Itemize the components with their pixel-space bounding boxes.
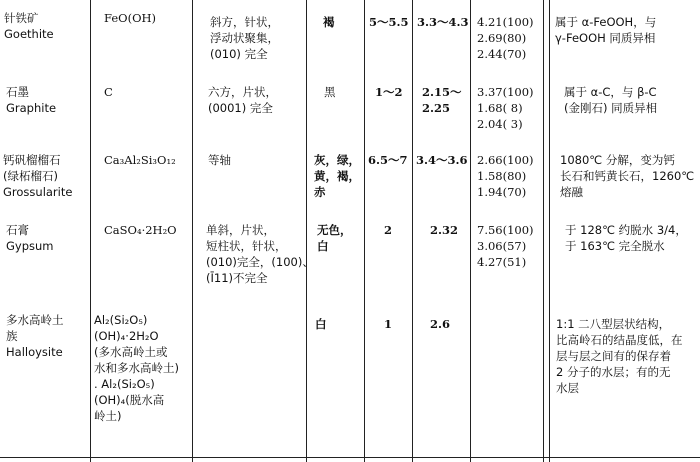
table-cell-notes: 1:1 二八型层状结构， 比高岭石的结晶度低，在 层与层之间有的保存着 2 分子的水层；有的无 水层 <box>556 317 683 395</box>
table-cell-crystal: 六方，片状， (0001) 完全 <box>208 85 277 115</box>
table-cell-density: 2.15～ 2.25 <box>422 85 462 115</box>
table-cell-hardness: 6.5～7 <box>368 153 408 167</box>
column-rule <box>470 0 471 462</box>
column-rule <box>90 0 91 462</box>
table-cell-color: 灰，绿， 黄，褐， 赤 <box>314 153 360 199</box>
table-cell-hardness: 1～2 <box>375 85 403 99</box>
table-cell-formula: CaSO₄·2H₂O <box>104 223 177 237</box>
table-cell-color: 褐 <box>323 15 335 29</box>
table-cell-name: 钙矾榴榴石 (绿柘榴石) Grossularite <box>3 153 73 199</box>
table-cell-name: 多水高岭土 族 Halloysite <box>6 313 64 359</box>
column-rule <box>549 0 550 462</box>
table-cell-hardness: 1 <box>384 317 393 331</box>
table-cell-formula: Al₂(Si₂O₅) (OH)₄·2H₂O (多水高岭土或 水和多水高岭土) . Al₂(Si₂O₅) (OH)₄(脱水高 岭土) <box>94 313 179 423</box>
row-rule <box>0 457 700 458</box>
table-cell-notes: 属于 α-C，与 β-C (金刚石) 同质异相 <box>564 85 658 115</box>
table-cell-density: 2.32 <box>430 223 459 237</box>
table-cell-name: 石墨 Graphite <box>6 85 57 115</box>
table-cell-notes: 于 128℃ 约脱水 3/4， 于 163℃ 完全脱水 <box>565 223 687 253</box>
column-rule <box>192 0 193 462</box>
table-cell-crystal: 斜方，针状， 浮动状聚集， (010) 完全 <box>210 15 279 61</box>
table-cell-density: 3.3～4.3 <box>417 15 469 29</box>
table-cell-hardness: 2 <box>384 223 393 237</box>
table-cell-color: 无色， 白 <box>317 223 352 253</box>
table-cell-density: 2.6 <box>430 317 451 331</box>
column-rule <box>543 0 544 462</box>
table-cell-xrd: 3.37(100) 1.68( 8) 2.04( 3) <box>477 85 534 131</box>
table-cell-color: 白 <box>315 317 327 331</box>
table-cell-color: 黑 <box>324 85 336 99</box>
table-cell-xrd: 7.56(100) 3.06(57) 4.27(51) <box>477 223 534 269</box>
table-cell-formula: Ca₃Al₂Si₃O₁₂ <box>104 153 176 167</box>
table-cell-notes: 1080℃ 分解，变为钙 长石和钙黄长石，1260℃ 熔融 <box>560 153 695 199</box>
column-rule <box>412 0 413 462</box>
table-cell-hardness: 5～5.5 <box>369 15 409 29</box>
table-cell-notes: 属于 α-FeOOH，与 γ-FeOOH 同质异相 <box>555 15 657 45</box>
table-cell-formula: FeO(OH) <box>104 11 157 25</box>
table-cell-name: 石膏 Gypsum <box>6 223 54 253</box>
table-cell-crystal: 单斜，片状， 短柱状，针状， (010)完全，(100)、 (Ī11)不完全 <box>206 223 314 285</box>
table-cell-xrd: 2.66(100) 1.58(80) 1.94(70) <box>477 153 534 199</box>
table-cell-crystal: 等轴 <box>208 153 231 167</box>
table-cell-formula: C <box>104 85 113 99</box>
column-rule <box>364 0 365 462</box>
table-cell-name: 针铁矿 Goethite <box>4 11 54 41</box>
table-cell-density: 3.4～3.6 <box>416 153 468 167</box>
table-cell-xrd: 4.21(100) 2.69(80) 2.44(70) <box>477 15 534 61</box>
